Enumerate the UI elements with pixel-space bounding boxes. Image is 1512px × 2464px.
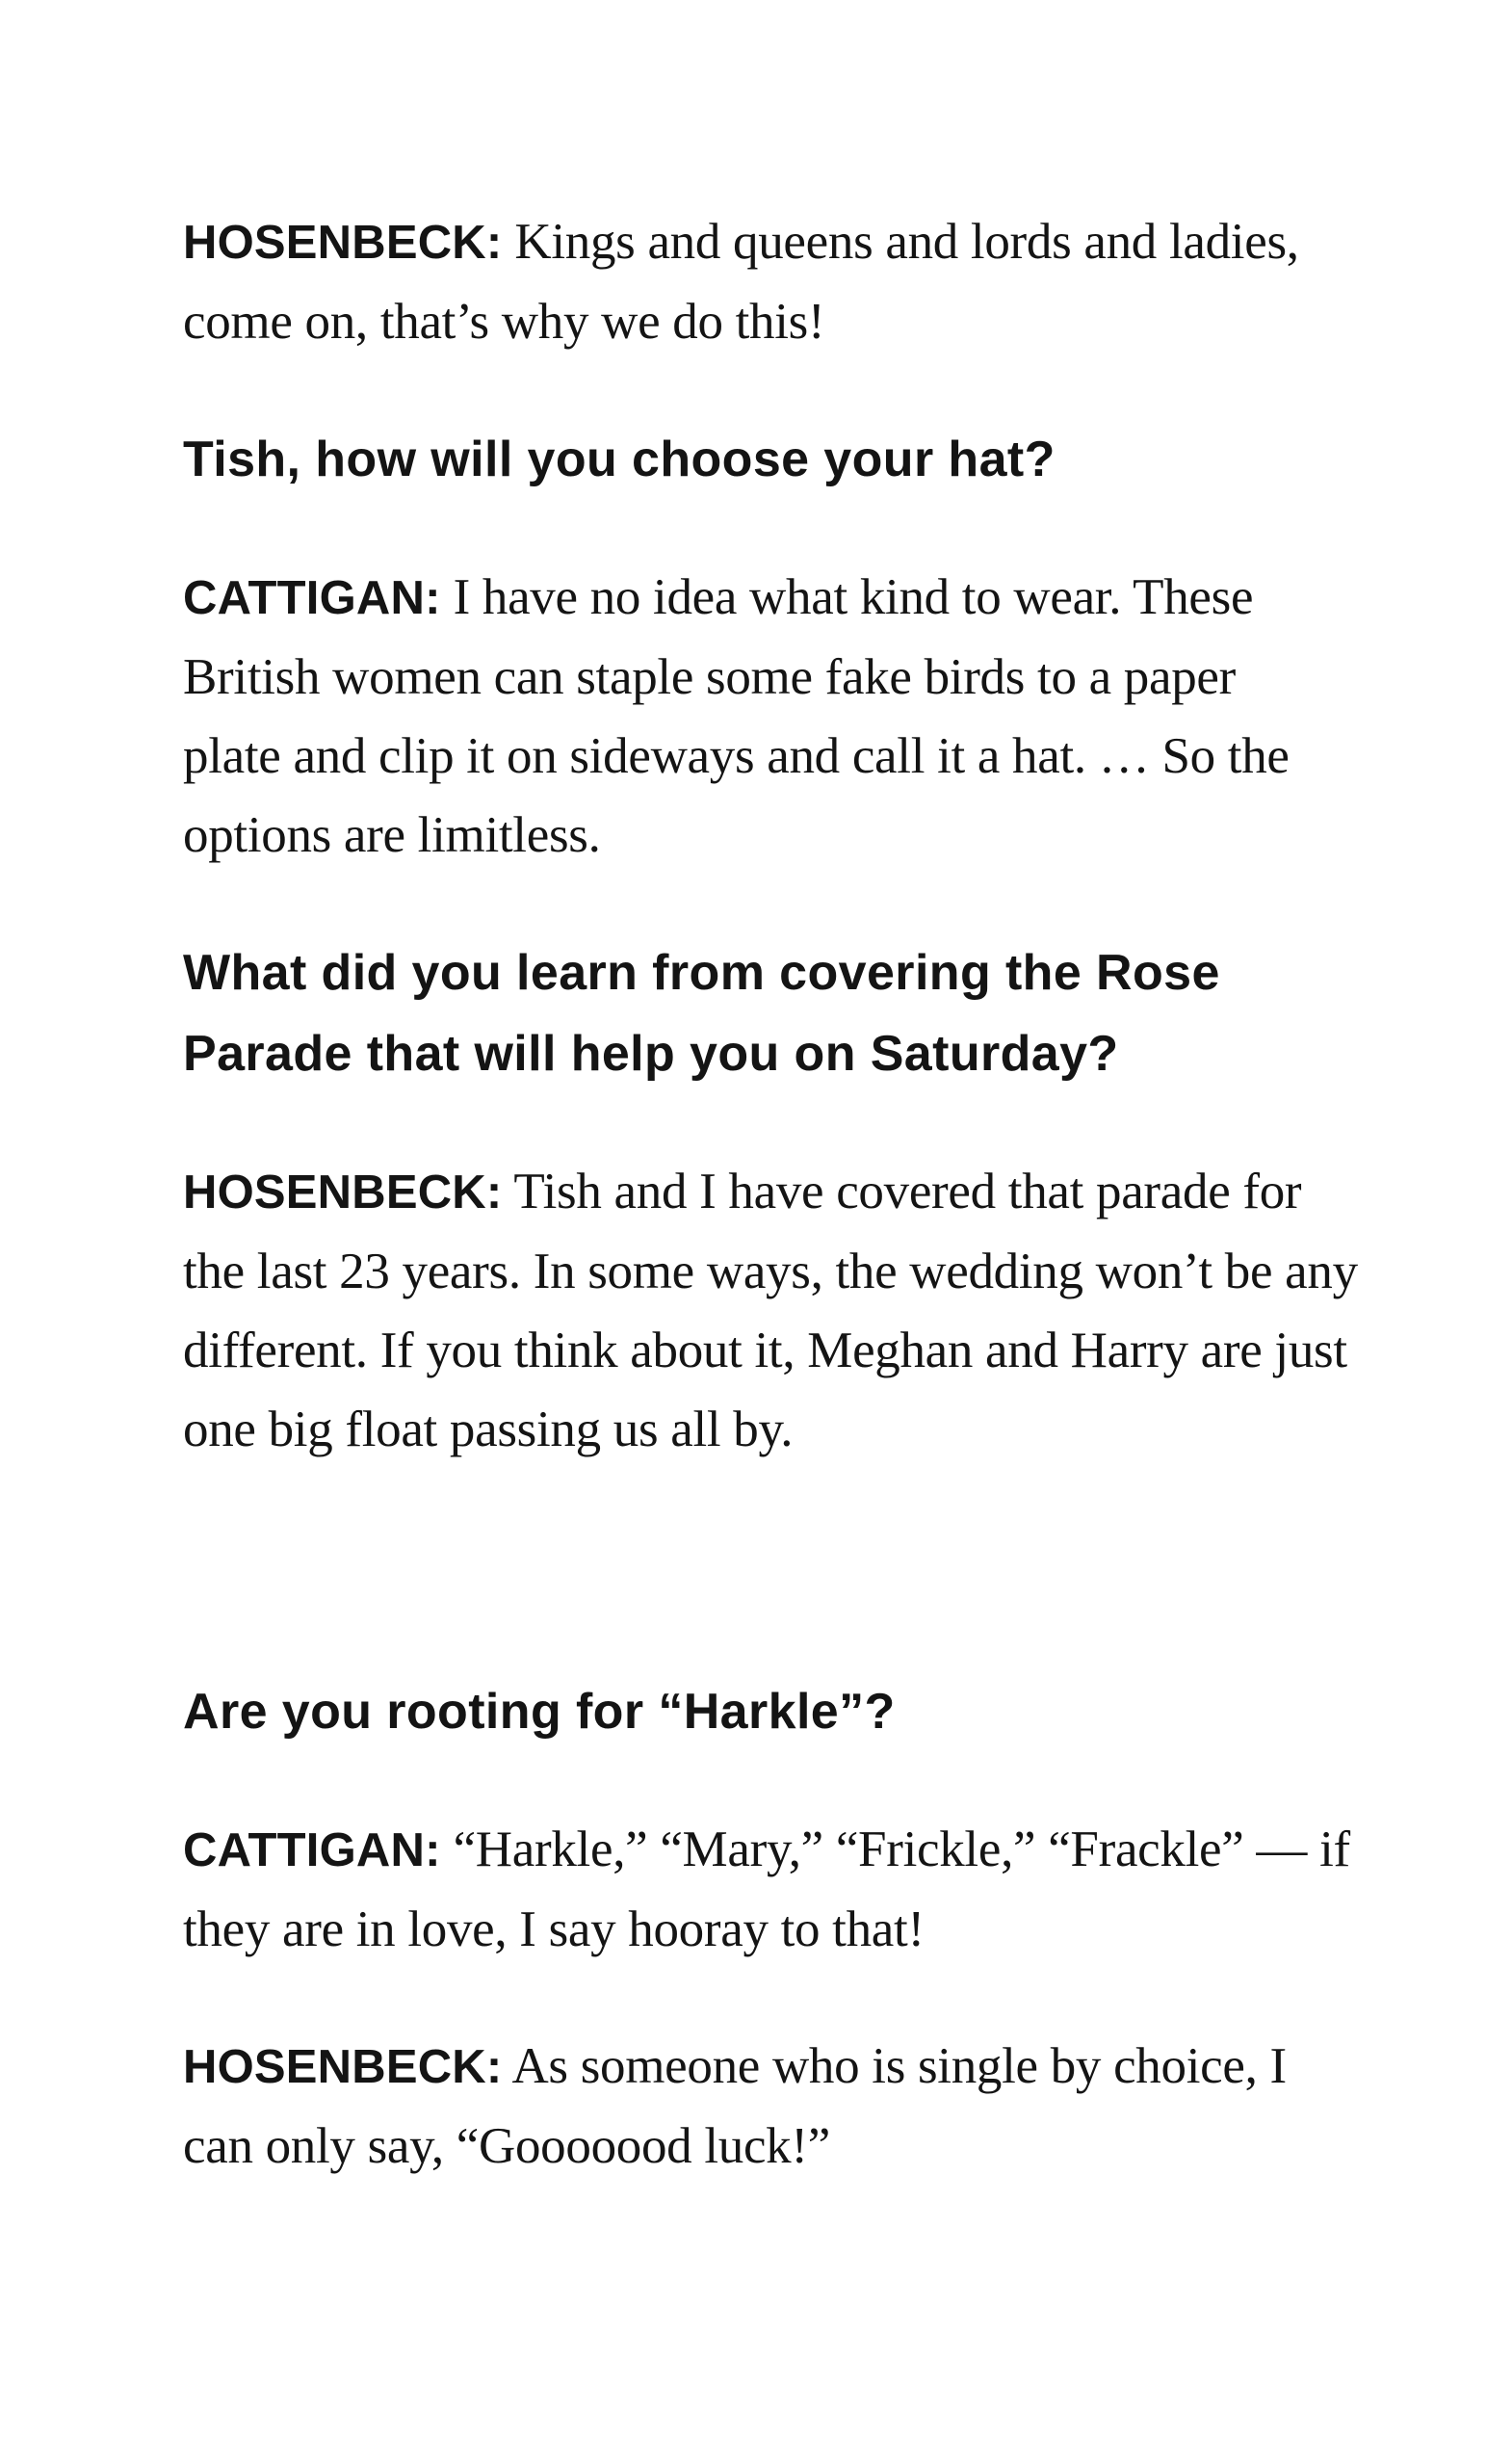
answer-paragraph	[183, 2027, 1358, 2186]
question-heading: What did you learn from covering the Rose Parade that will help you on Saturday?	[183, 945, 1220, 1082]
question-heading: Are you rooting for “Harkle”?	[183, 1684, 896, 1740]
answer-paragraph	[183, 1810, 1358, 1969]
answer-text: “Harkle,” “Mary,” “Frickle,” “Frackle” — if they are in love, I say hooray to that!	[183, 1822, 1350, 1957]
answer-paragraph	[183, 1152, 1358, 1469]
answer-text: I have no idea what kind to wear. These British women can staple some fake birds to a paper plate and clip it on sideways and call it a hat. … So the options are limitless.	[183, 569, 1290, 863]
answer-paragraph	[183, 202, 1358, 361]
answer-text: As someone who is single by choice, I can only say, “Gooooood luck!”	[183, 2038, 1287, 2174]
question-heading: Tish, how will you choose your hat?	[183, 432, 1056, 487]
speaker-label: HOSENBECK:	[183, 1166, 503, 1219]
speaker-label: CATTIGAN:	[183, 1824, 441, 1876]
speaker-label: HOSENBECK:	[183, 217, 503, 269]
interview-column	[183, 202, 1358, 2186]
answer-paragraph	[183, 558, 1339, 875]
answer-text: Kings and queens and lords and ladies, come on, that’s why we do this!	[183, 214, 1299, 350]
answer-text: Tish and I have covered that parade for the last 23 years. In some ways, the wedding won’t be any different. If you think about it, Meghan and Harry are just one big float passing us all by.	[183, 1164, 1358, 1457]
speaker-label: CATTIGAN:	[183, 572, 441, 624]
speaker-label: HOSENBECK:	[183, 2041, 503, 2093]
